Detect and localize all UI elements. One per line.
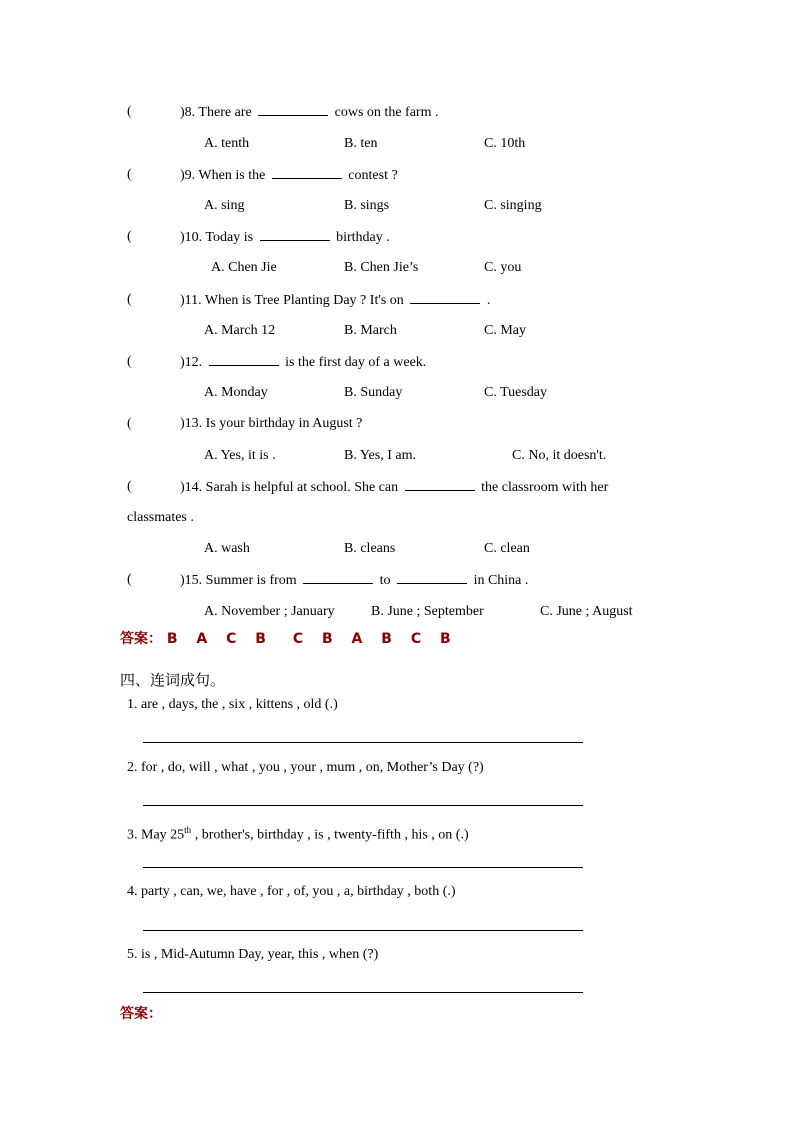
question-number: )15.: [180, 573, 203, 588]
answer-blank: [258, 103, 328, 116]
option-a: A. Monday: [204, 385, 268, 400]
option-b: B. Yes, I am.: [344, 448, 416, 463]
question-number: )13.: [180, 416, 203, 431]
question-text-continued: classmates .: [127, 510, 194, 525]
question-text: Sarah is helpful at school. She can: [205, 480, 399, 495]
question-paren: (: [127, 104, 132, 119]
question-text-post: contest ?: [348, 168, 398, 183]
answer-key-2: [120, 1003, 162, 1023]
question-text-post: in China .: [473, 573, 529, 588]
question-text: Is your birthday in August ?: [205, 416, 363, 431]
option-a: A. Chen Jie: [211, 260, 277, 275]
answer-blank: [303, 571, 373, 584]
option-c: C. No, it doesn't.: [512, 448, 607, 463]
option-c: C. Tuesday: [484, 385, 548, 400]
answer-label: 答案：: [120, 1006, 162, 1022]
option-a: A. wash: [204, 541, 250, 556]
question-number: )14.: [180, 480, 203, 495]
answer-blank: [397, 571, 467, 584]
option-b: B. Sunday: [344, 385, 403, 400]
answer-blank: [410, 291, 480, 304]
answer-letter: B: [166, 631, 178, 647]
question-text: There are: [198, 105, 252, 120]
question-number: )11.: [180, 293, 202, 308]
question-paren: (: [127, 354, 132, 369]
task-2: 2. for , do, will , what , you , your , mum , on, Mother’s Day (?): [127, 760, 484, 775]
answer-letter: C: [226, 631, 237, 647]
answer-letter: C: [292, 631, 304, 647]
question-number: )12.: [180, 355, 203, 370]
answer-blank: [272, 166, 342, 179]
ordinal-suffix: th: [184, 825, 192, 835]
writing-line: [143, 805, 583, 806]
task-3: [127, 821, 469, 845]
answer-letter: C: [410, 631, 422, 647]
option-b: B. March: [344, 323, 397, 338]
option-c: C. May: [484, 323, 526, 338]
option-b: B. sings: [344, 198, 390, 213]
option-b: B. June ; September: [371, 604, 484, 619]
section-title: 四、连词成句。: [120, 671, 226, 689]
writing-line: [143, 742, 583, 743]
answer-letter: B: [322, 631, 333, 647]
option-c: C. 10th: [484, 136, 526, 151]
answer-letter: B: [381, 631, 392, 647]
task-text: 3. May 25: [127, 827, 185, 843]
answer-blank: [260, 228, 330, 241]
question-paren: (: [127, 416, 132, 431]
answer-letters: [167, 631, 465, 647]
question-text-post: .: [486, 293, 491, 308]
question-text: Today is: [205, 230, 254, 245]
question-text-post: birthday .: [336, 230, 390, 245]
answer-letter: B: [439, 631, 451, 647]
task-1: 1. are , days, the , six , kittens , old (.): [127, 697, 338, 712]
option-c: C. you: [484, 260, 522, 275]
option-a: A. tenth: [204, 136, 250, 151]
writing-line: [143, 992, 583, 993]
option-b: B. cleans: [344, 541, 396, 556]
option-b: B. ten: [344, 136, 378, 151]
writing-line: [143, 930, 583, 931]
option-a: A. sing: [204, 198, 245, 213]
option-c: C. clean: [484, 541, 530, 556]
question-number: )9.: [180, 168, 196, 183]
task-5: 5. is , Mid-Autumn Day, year, this , when (?): [127, 947, 379, 962]
question-text-post: is the first day of a week.: [285, 355, 427, 370]
question-text-mid: to: [379, 573, 391, 588]
answer-label: 答案：: [120, 631, 162, 647]
option-c: C. singing: [484, 198, 542, 213]
answer-letter: B: [255, 631, 266, 647]
question-text: When is the: [198, 168, 266, 183]
question-number: )8.: [180, 105, 196, 120]
question-paren: (: [127, 572, 132, 587]
task-4: 4. party , can, we, have , for , of, you , a, birthday , both (.): [127, 884, 456, 899]
writing-line: [143, 867, 583, 868]
question-paren: (: [127, 292, 132, 307]
question-paren: (: [127, 167, 132, 182]
option-a: A. March 12: [204, 323, 276, 338]
option-a: A. Yes, it is .: [204, 448, 276, 463]
question-paren: (: [127, 479, 132, 494]
option-c: C. June ; August: [540, 604, 633, 619]
question-text: When is Tree Planting Day ? It's on: [204, 293, 404, 308]
question-number: )10.: [180, 230, 203, 245]
question-text: Summer is from: [205, 573, 297, 588]
option-b: B. Chen Jie’s: [344, 260, 419, 275]
answer-letter: A: [196, 631, 208, 647]
question-text-post: the classroom with her: [481, 480, 609, 495]
answer-blank: [405, 478, 475, 491]
answer-blank: [209, 353, 279, 366]
task-text-post: , brother's, birthday , is , twenty-fifth , his , on (.): [191, 827, 469, 843]
question-paren: (: [127, 229, 132, 244]
option-a: A. November ; January: [204, 604, 335, 619]
answer-letter: A: [351, 631, 363, 647]
answer-key: [120, 628, 465, 648]
question-text-post: cows on the farm .: [334, 105, 439, 120]
